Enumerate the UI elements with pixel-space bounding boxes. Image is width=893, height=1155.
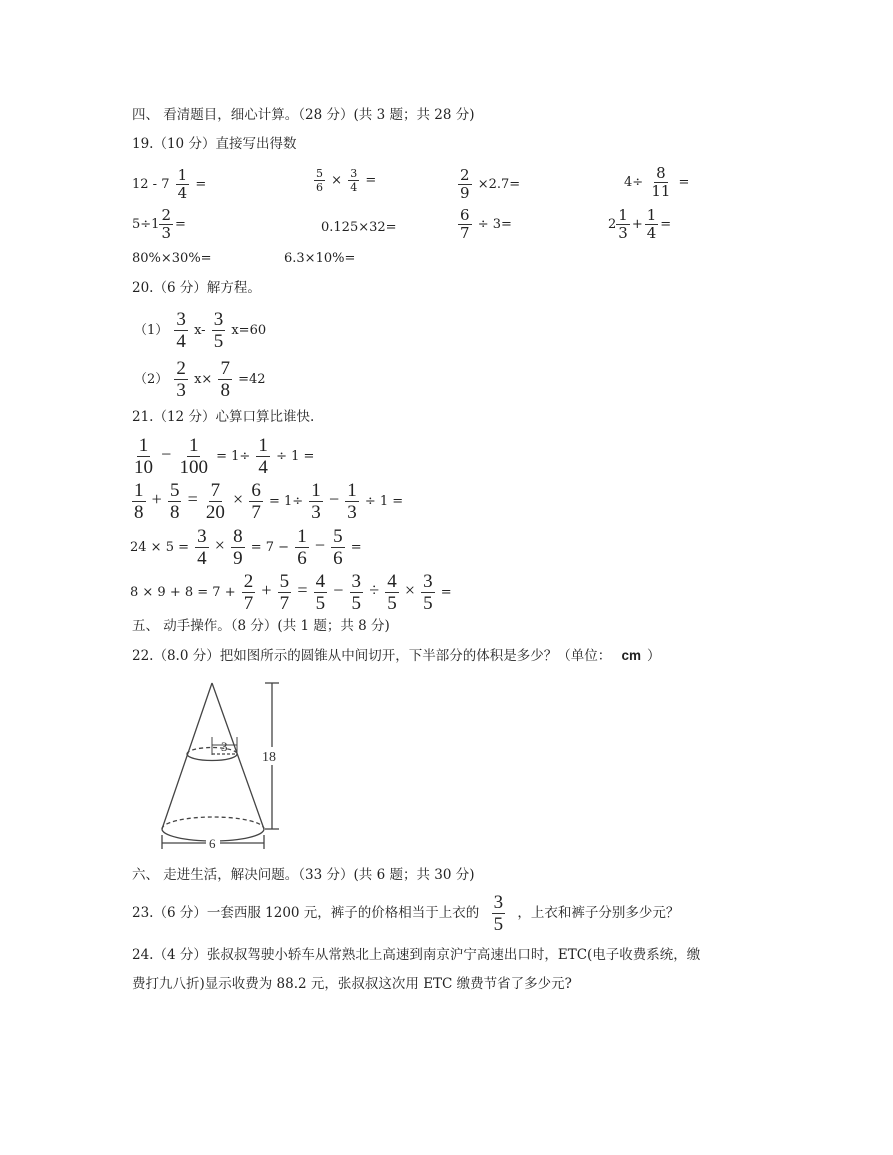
base-diameter-label: 6	[209, 836, 216, 851]
q21-line-4-fraction-d: $\frac{3}{5}$	[351, 571, 362, 614]
q21-line-2-mid: = 1÷	[268, 494, 304, 509]
q19-item-8-operator: +	[631, 217, 643, 232]
q21-line-2-fraction-c: $\frac{7}{20}$	[205, 480, 225, 523]
q20-equation-1-fraction-b: $\frac{3}{5}$	[213, 309, 224, 352]
q21-line-2-operator-c: −	[328, 489, 340, 509]
q19-item-9: 80%×30%=	[132, 251, 212, 266]
q21-line-3-fraction-d: $\frac{5}{6}$	[333, 526, 343, 569]
q19-item-5-equals: =	[174, 217, 186, 232]
q20-equation-2-rest: =42	[238, 372, 266, 387]
q20-equation-2	[134, 359, 266, 400]
q19-item-1-equals: =	[195, 177, 207, 192]
q22-unit: cm	[621, 648, 642, 663]
q23-lead: 23.（6 分）一套西服 1200 元，裤子的价格相当于上衣的	[132, 905, 480, 921]
height-label: 18	[262, 750, 276, 765]
q19-item-4-equals: =	[678, 175, 690, 190]
section-five-heading: 五、 动手操作。（8 分）(共 1 题；共 8 分)	[132, 618, 390, 634]
q19-item-5	[132, 208, 186, 241]
q21-line-2	[130, 481, 403, 522]
q21-line-2-equals: =	[187, 489, 198, 509]
q21-line-2-fraction-d: $\frac{6}{7}$	[251, 480, 261, 523]
q21-line-4-operator-c: ÷	[369, 580, 380, 600]
q21-line-2-operator-a: +	[151, 489, 162, 509]
q21-line-2-rest: ÷ 1 =	[364, 494, 404, 509]
q19-item-2-operator: ×	[331, 173, 343, 188]
q21-line-1-mid: = 1÷	[216, 449, 251, 464]
q19-item-5-lead: 5÷1	[132, 217, 160, 232]
q21-line-3-fraction-a: $\frac{3}{4}$	[197, 526, 207, 569]
q24-line-1: 24.（4 分）张叔叔驾驶小轿车从常熟北上高速到南京沪宁高速出口时，ETC(电子收费系统，缴	[132, 947, 701, 963]
q19-item-1	[132, 168, 206, 201]
q20-title: 20.（6 分）解方程。	[132, 280, 261, 296]
q20-equation-1-fraction-a: $\frac{3}{4}$	[176, 309, 186, 352]
q19-title: 19.（10 分）直接写出得数	[132, 136, 297, 152]
q23-fraction: $\frac{3}{5}$	[493, 892, 504, 935]
q21-line-1-rest: ÷ 1 =	[276, 449, 315, 464]
q21-line-2-fraction-b: $\frac{5}{8}$	[169, 480, 180, 523]
q19-item-4-fraction: $\frac{8}{11}$	[651, 164, 671, 200]
q20-equation-1-mid: x-	[194, 323, 206, 338]
q21-line-4-fraction-b: $\frac{5}{7}$	[279, 571, 290, 614]
cone-right-edge	[212, 683, 264, 829]
cone-figure	[150, 675, 290, 855]
q23-text	[132, 893, 679, 934]
q21-line-4-operator-b: −	[333, 580, 344, 600]
q21-line-3-fraction-b: $\frac{8}{9}$	[233, 526, 243, 569]
q21-line-4-fraction-c: $\frac{4}{5}$	[315, 571, 326, 614]
q20-equation-1	[134, 310, 266, 351]
cone-base-back	[162, 817, 264, 829]
q21-line-2-operator-b: ×	[233, 489, 244, 509]
q20-equation-1-label: （1）	[134, 323, 169, 338]
q21-line-2-fraction-e: $\frac{1}{3}$	[311, 480, 321, 523]
q20-equation-2-fraction-b: $\frac{7}{8}$	[220, 358, 230, 401]
q19-item-7-fraction: $\frac{6}{7}$	[460, 206, 470, 242]
q21-line-4-equals: =	[297, 580, 308, 600]
q19-item-2	[312, 168, 376, 193]
q19-item-3-rest: ×2.7=	[477, 177, 521, 192]
q20-equation-2-label: （2）	[134, 372, 169, 387]
q20-equation-1-rest: x=60	[231, 323, 267, 338]
q21-line-4	[130, 572, 452, 613]
q19-item-1-whole: 12 - 7	[132, 177, 170, 192]
q19-item-7-rest: ÷ 3=	[477, 217, 512, 232]
q19-item-8-whole: 2	[608, 217, 617, 232]
q19-item-8-fraction-b: $\frac{1}{4}$	[646, 206, 657, 242]
q21-line-1-fraction-a: $\frac{1}{10}$	[134, 435, 153, 478]
q21-title: 21.（12 分）心算口算比谁快.	[132, 409, 315, 425]
q19-item-6: 0.125×32=	[321, 220, 397, 235]
q21-line-3-operator-b: −	[314, 535, 325, 555]
q21-line-4-fraction-a: $\frac{2}{7}$	[243, 571, 254, 614]
q19-item-2-fraction-a: $\frac{5}{6}$	[316, 167, 323, 194]
section-six-heading: 六、 走进生活，解决问题。（33 分）(共 6 题；共 30 分)	[132, 867, 475, 883]
q21-line-3-operator-a: ×	[214, 535, 225, 555]
top-radius-label: 3	[221, 739, 228, 754]
q21-line-2-fraction-f: $\frac{1}{3}$	[347, 480, 357, 523]
q21-line-2-fraction-a: $\frac{1}{8}$	[134, 480, 144, 523]
q19-item-1-fraction: $\frac{1}{4}$	[177, 166, 188, 202]
q19-item-3	[456, 168, 520, 201]
q23-rest: ，上衣和裤子分别多少元？	[517, 905, 680, 921]
q19-item-5-fraction: $\frac{2}{3}$	[161, 206, 171, 242]
q20-equation-2-mid: x×	[194, 372, 213, 387]
q19-item-8-fraction-a: $\frac{1}{3}$	[618, 206, 628, 242]
q19-item-10: 6.3×10%=	[284, 251, 356, 266]
q21-line-1	[130, 436, 314, 477]
q19-item-7	[456, 208, 512, 241]
q21-line-4-operator-a: +	[261, 580, 272, 600]
q22-text	[132, 647, 661, 665]
q24-line-2: 费打九八折)显示收费为 88.2 元，张叔叔这次用 ETC 缴费节省了多少元?	[132, 976, 572, 992]
q21-line-3	[130, 527, 362, 568]
q19-item-4	[624, 166, 689, 199]
q19-item-4-lead: 4÷	[624, 175, 644, 190]
q21-line-4-rest: =	[440, 585, 452, 600]
cone-left-edge	[162, 683, 212, 829]
q19-item-2-fraction-b: $\frac{3}{4}$	[350, 167, 358, 194]
q21-line-4-fraction-f: $\frac{3}{5}$	[423, 571, 433, 614]
q21-line-3-mid: = 7 −	[250, 540, 290, 555]
q21-line-4-mid: 7 +	[212, 585, 236, 600]
q21-line-3-fraction-c: $\frac{1}{6}$	[297, 526, 307, 569]
q21-line-4-fraction-e: $\frac{4}{5}$	[387, 571, 397, 614]
section-four-heading: 四、 看清题目，细心计算。（28 分）(共 3 题；共 28 分)	[132, 107, 475, 123]
q21-line-3-lead: 24 × 5 =	[130, 540, 189, 555]
q19-item-8	[608, 208, 671, 241]
q21-line-1-fraction-b: $\frac{1}{100}$	[179, 435, 208, 478]
q22-close-paren: ）	[647, 648, 661, 664]
q19-item-2-equals: =	[365, 173, 377, 188]
q19-item-3-fraction: $\frac{2}{9}$	[460, 166, 470, 202]
q21-line-1-fraction-c: $\frac{1}{4}$	[258, 435, 268, 478]
q21-line-4-lead: 8 × 9 + 8 =	[130, 585, 209, 600]
q20-equation-2-fraction-a: $\frac{2}{3}$	[176, 358, 186, 401]
q21-line-3-rest: =	[350, 540, 362, 555]
q22-question: 22.（8.0 分）把如图所示的圆锥从中间切开，下半部分的体积是多少？（单位：	[132, 648, 612, 664]
q19-item-8-equals: =	[660, 217, 672, 232]
q21-line-1-operator: −	[161, 444, 172, 464]
q21-line-4-operator-d: ×	[404, 580, 416, 600]
